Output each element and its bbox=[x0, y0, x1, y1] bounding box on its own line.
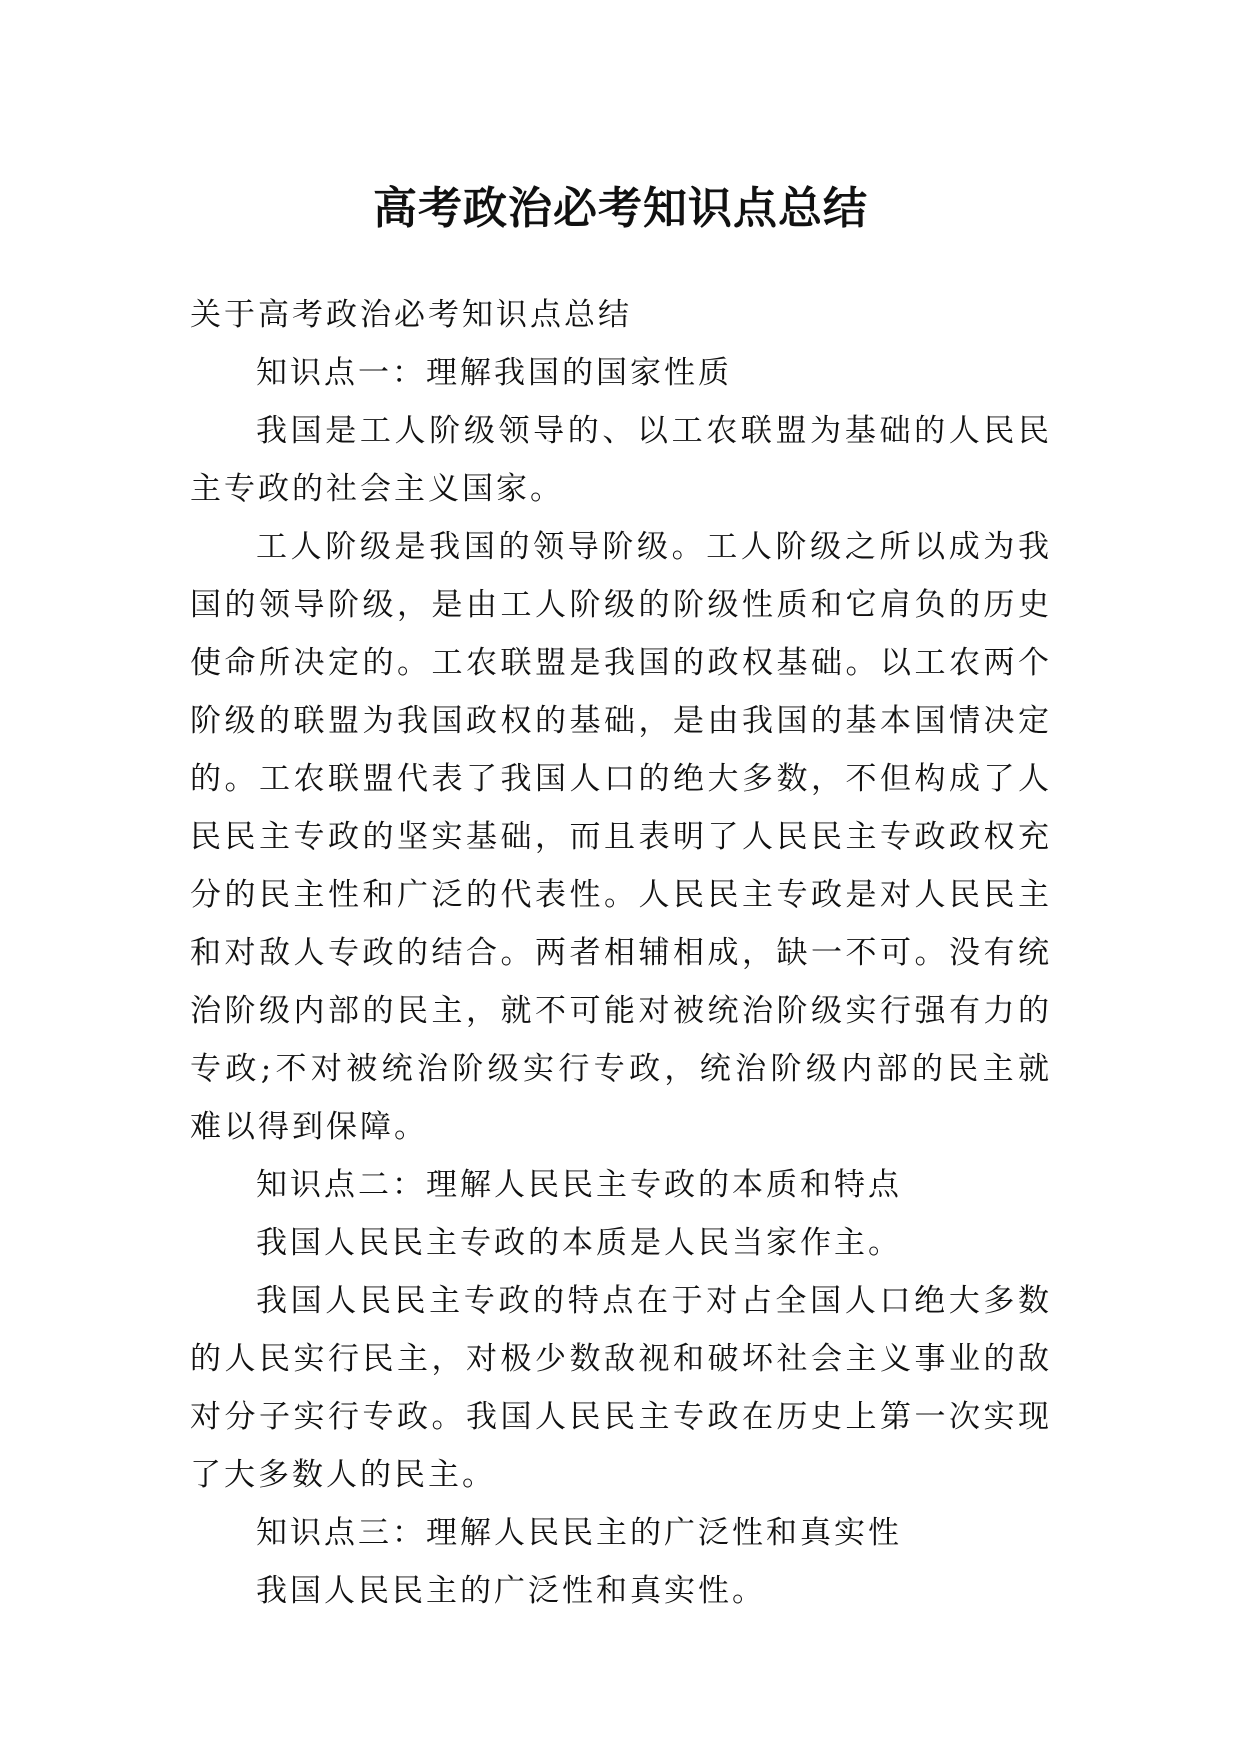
paragraph: 工人阶级是我国的领导阶级。工人阶级之所以成为我国的领导阶级，是由工人阶级的阶级性质和它肩负的历史使命所决定的。工农联盟是我国的政权基础。以工农两个阶级的联盟为我国政权的基础，是由我国的基本国情决定的。工农联盟代表了我国人口的绝大多数，不但构成了人民民主专政的坚实基础，而且表明了人民民主专政政权充分的民主性和广泛的代表性。人民民主专政是对人民民主和对敌人专政的结合。两者相辅相成，缺一不可。没有统治阶级内部的民主，就不可能对被统治阶级实行强有力的专政;不对被统治阶级实行专政，统治阶级内部的民主就难以得到保障。 bbox=[190, 529, 1052, 1145]
section-heading-3: 知识点三：理解人民民主的广泛性和真实性 bbox=[256, 1515, 902, 1551]
document-body bbox=[190, 286, 1052, 1620]
paragraph: 我国人民民主的广泛性和真实性。 bbox=[256, 1573, 766, 1609]
section-heading-2: 知识点二：理解人民民主专政的本质和特点 bbox=[256, 1167, 902, 1203]
paragraph: 我国人民民主专政的本质是人民当家作主。 bbox=[256, 1225, 902, 1261]
intro-paragraph: 关于高考政治必考知识点总结 bbox=[190, 297, 632, 333]
document-title: 高考政治必考知识点总结 bbox=[373, 183, 868, 235]
paragraph: 我国人民民主专政的特点在于对占全国人口绝大多数的人民实行民主，对极少数敌视和破坏社会主义事业的敌对分子实行专政。我国人民民主专政在历史上第一次实现了大多数人的民主。 bbox=[190, 1283, 1052, 1493]
section-heading-1: 知识点一：理解我国的国家性质 bbox=[256, 355, 732, 391]
paragraph: 我国是工人阶级领导的、以工农联盟为基础的人民民主专政的社会主义国家。 bbox=[190, 413, 1052, 507]
